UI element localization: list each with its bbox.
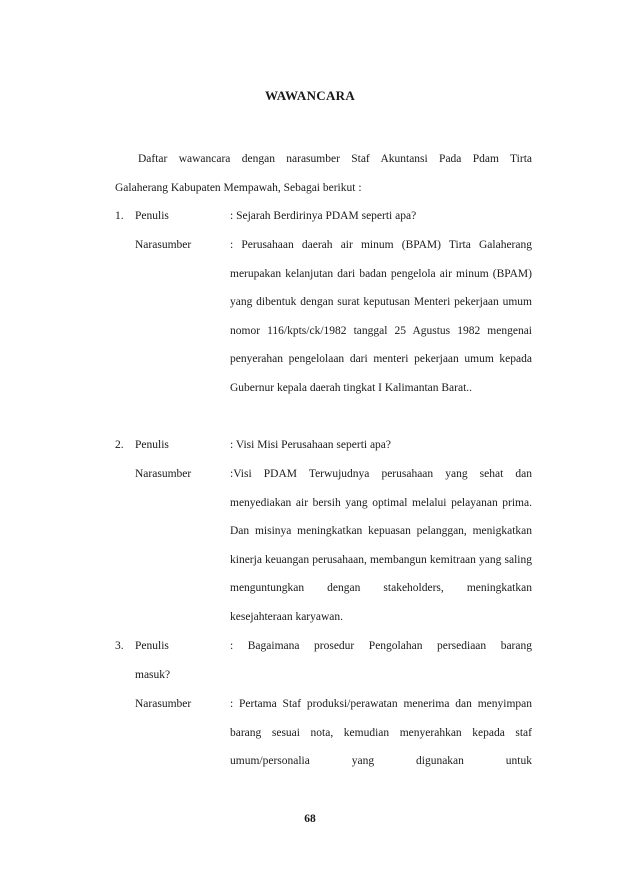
penulis-label: Penulis bbox=[135, 210, 169, 222]
answer-text: :Visi PDAM Terwujudnya perusahaan yang sehat dan menyediakan air bersih yang optimal melalui pelayanan prima. Dan misinya meningkatkan kepuasan pelanggan, menigkatkan kinerja keuangan perusahaan, membangun kemitraan yang saling menguntungkan dengan stakeholders, meningkatkan kesejahteraan karyawan. bbox=[230, 468, 532, 623]
intro-line-2: Galaherang Kabupaten Mempawah, Sebagai berikut : bbox=[115, 181, 362, 194]
answer-text: : Pertama Staf produksi/perawatan menerima dan menyimpan barang sesuai nota, kemudian menyerahkan kepada staf umum/personalia yang digunakan untuk bbox=[230, 698, 532, 768]
question-continuation: masuk? bbox=[135, 669, 171, 681]
intro-line-1: Daftar wawancara dengan narasumber Staf Akuntansi Pada Pdam Tirta bbox=[138, 153, 532, 165]
narasumber-label: Narasumber bbox=[135, 239, 192, 251]
entry-number: 1. bbox=[115, 210, 124, 222]
question-text: : Sejarah Berdirinya PDAM seperti apa? bbox=[230, 210, 417, 222]
question-text: : Bagaimana prosedur Pengolahan persediaan barang bbox=[230, 640, 532, 652]
narasumber-label: Narasumber bbox=[135, 698, 192, 710]
narasumber-label: Narasumber bbox=[135, 468, 192, 480]
answer-text: : Perusahaan daerah air minum (BPAM) Tirta Galaherang merupakan kelanjutan dari badan pengelola air minum (BPAM) yang dibentuk dengan surat keputusan Menteri pekerjaan umum nomor 116/kpts/ck/1982 tanggal 25 Agustus 1982 mengenai penyerahan pengelolaan dari menteri pekerjaan umum kepada Gubernur kepala daerah tingkat I Kalimantan Barat.. bbox=[230, 239, 532, 394]
page-number: 68 bbox=[304, 813, 316, 825]
question-text: : Visi Misi Perusahaan seperti apa? bbox=[230, 439, 392, 451]
page-title: WAWANCARA bbox=[264, 88, 356, 103]
penulis-label: Penulis bbox=[135, 640, 169, 652]
entry-number: 3. bbox=[115, 640, 124, 652]
penulis-label: Penulis bbox=[135, 439, 169, 451]
intro-paragraph bbox=[115, 145, 532, 202]
entry-number: 2. bbox=[115, 439, 124, 451]
